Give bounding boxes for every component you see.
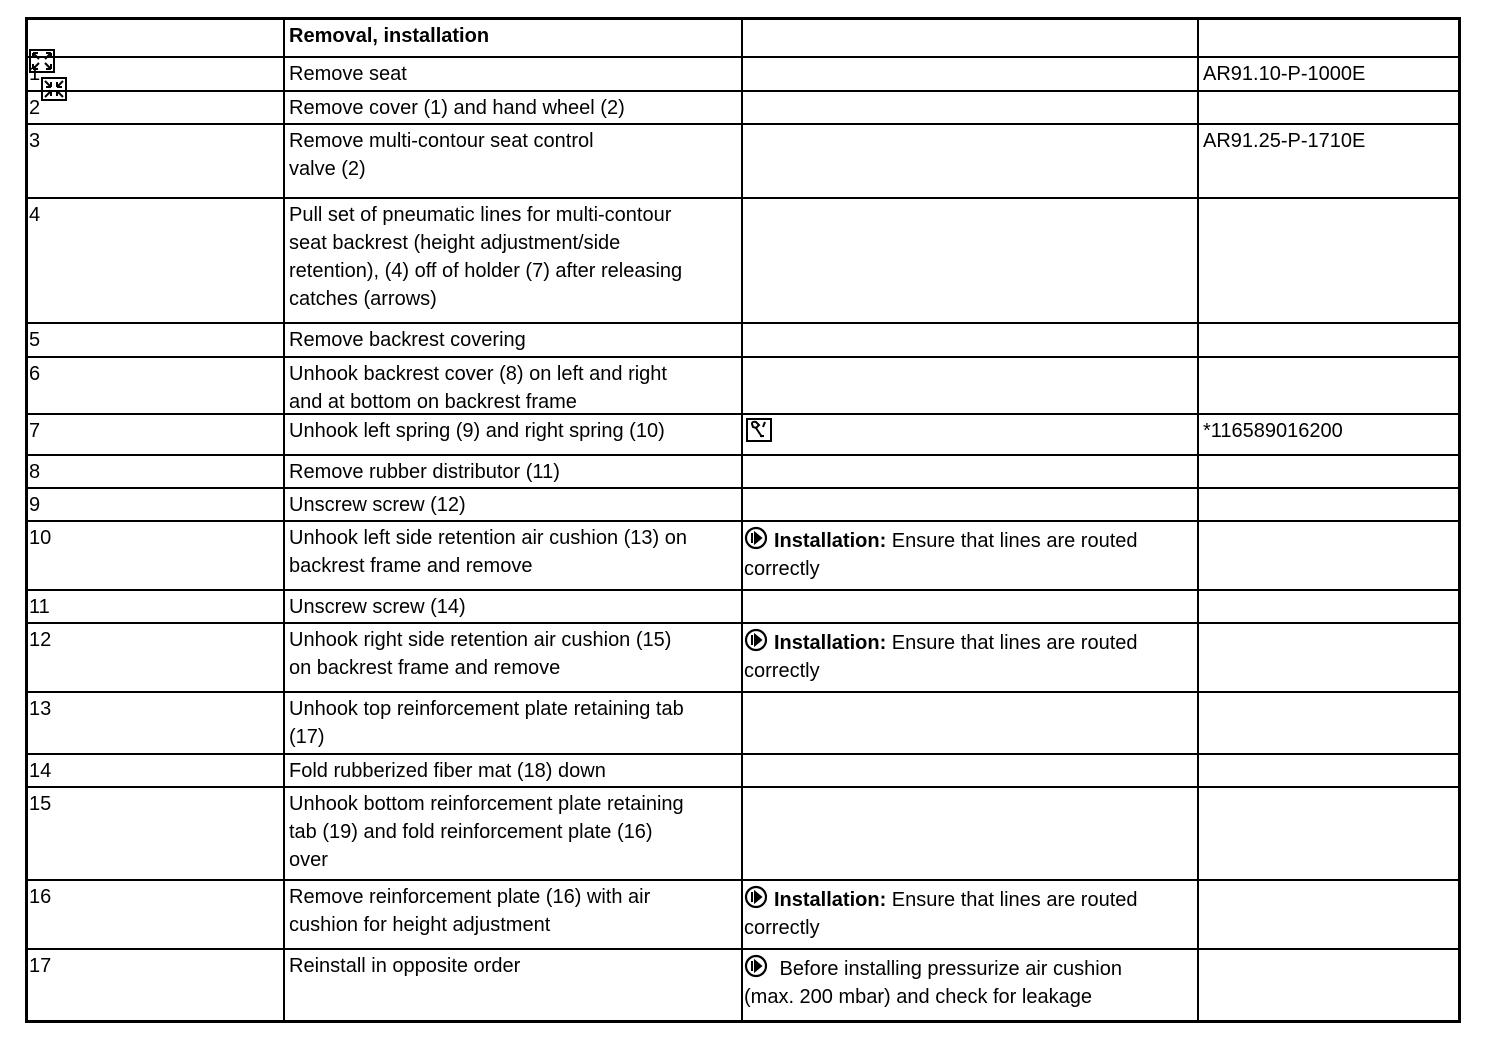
row-divider <box>25 197 1461 199</box>
row-divider <box>25 786 1461 788</box>
step-number: 5 <box>29 329 41 351</box>
step-description: Unscrew screw (14) <box>289 596 466 618</box>
step-description: Unhook left spring (9) and right spring (10) <box>289 420 665 442</box>
step-number: 2 <box>29 97 41 119</box>
installation-note-icon <box>744 954 768 978</box>
note-label: Installation: <box>774 889 887 911</box>
note-text: Ensure that lines are routed correctly <box>744 530 1138 580</box>
step-number: 7 <box>29 420 41 442</box>
step-description: Remove rubber distributor (11) <box>289 461 560 483</box>
row-divider <box>25 487 1461 489</box>
tool-cell <box>746 418 772 450</box>
step-number: 3 <box>29 130 41 152</box>
step-description: Remove multi-contour seat control valve (2) <box>289 130 594 180</box>
row-divider <box>25 589 1461 591</box>
step-description: Reinstall in opposite order <box>289 955 521 977</box>
installation-note-icon <box>744 885 768 909</box>
step-description: Pull set of pneumatic lines for multi-contour seat backrest (height adjustment/side retention), (4) off of holder (7) after releasing catches (arrows) <box>289 204 683 310</box>
step-number: 11 <box>29 596 50 618</box>
row-divider <box>25 17 1461 20</box>
note-text: Ensure that lines are routed correctly <box>744 632 1138 682</box>
note-label: Installation: <box>774 530 887 552</box>
installation-note-icon <box>744 628 768 652</box>
step-description: Unhook bottom reinforcement plate retaining tab (19) and fold reinforcement plate (16) over <box>289 793 684 871</box>
row-divider <box>25 123 1461 125</box>
row-divider <box>25 753 1461 755</box>
step-number: 16 <box>29 886 52 908</box>
row-divider <box>25 622 1461 624</box>
note-label: Installation: <box>774 632 887 654</box>
step-number: 1 <box>29 63 41 85</box>
step-number: 10 <box>29 527 52 549</box>
step-number: 17 <box>29 955 52 977</box>
row-divider <box>25 356 1461 358</box>
step-number: 8 <box>29 461 41 483</box>
row-divider <box>25 413 1461 415</box>
procedure-table <box>25 17 1461 1023</box>
row-divider <box>25 454 1461 456</box>
step-description: Unhook left side retention air cushion (13) on backrest frame and remove <box>289 527 688 577</box>
row-divider <box>25 56 1461 58</box>
step-number: 15 <box>29 793 52 815</box>
step-description: Unhook top reinforcement plate retaining tab (17) <box>289 698 684 748</box>
section-title: Removal, installation <box>289 25 490 47</box>
step-number: 9 <box>29 494 41 516</box>
installation-note <box>744 526 1196 583</box>
row-divider <box>25 322 1461 324</box>
step-description: Unhook right side retention air cushion (15) on backrest frame and remove <box>289 629 672 679</box>
row-divider <box>25 520 1461 522</box>
reference-link[interactable]: AR91.10-P-1000E <box>1203 63 1366 85</box>
collapse-icon[interactable] <box>41 77 67 101</box>
installation-note-icon <box>744 526 768 550</box>
step-number: 12 <box>29 629 52 651</box>
step-number: 14 <box>29 760 52 782</box>
step-description: Unscrew screw (12) <box>289 494 466 516</box>
step-number: 13 <box>29 698 52 720</box>
step-description: Remove reinforcement plate (16) with air cushion for height adjustment <box>289 886 651 936</box>
step-description: Remove cover (1) and hand wheel (2) <box>289 97 625 119</box>
step-number: 4 <box>29 204 41 226</box>
installation-note <box>744 954 1196 1011</box>
column-divider <box>741 17 743 1023</box>
reference-link[interactable]: AR91.25-P-1710E <box>1203 130 1366 152</box>
row-divider <box>25 1020 1461 1023</box>
installation-note <box>744 885 1196 942</box>
row-divider <box>25 90 1461 92</box>
step-description: Fold rubberized fiber mat (18) down <box>289 760 606 782</box>
installation-note <box>744 628 1196 685</box>
column-divider <box>283 17 285 1023</box>
step-description: Remove seat <box>289 63 407 85</box>
step-number: 6 <box>29 363 41 385</box>
note-text: Ensure that lines are routed correctly <box>744 889 1138 939</box>
row-divider <box>25 879 1461 881</box>
column-divider <box>1197 17 1199 1023</box>
row-divider <box>25 948 1461 950</box>
step-description: Unhook backrest cover (8) on left and right and at bottom on backrest frame <box>289 363 667 413</box>
special-tool-icon[interactable] <box>746 418 772 442</box>
column-divider <box>25 17 28 1023</box>
row-divider <box>25 691 1461 693</box>
note-text: Before installing pressurize air cushion (max. 200 mbar) and check for leakage <box>744 958 1122 1008</box>
column-divider <box>1458 17 1461 1023</box>
tool-part-number: *116589016200 <box>1203 420 1343 442</box>
step-description: Remove backrest covering <box>289 329 526 351</box>
